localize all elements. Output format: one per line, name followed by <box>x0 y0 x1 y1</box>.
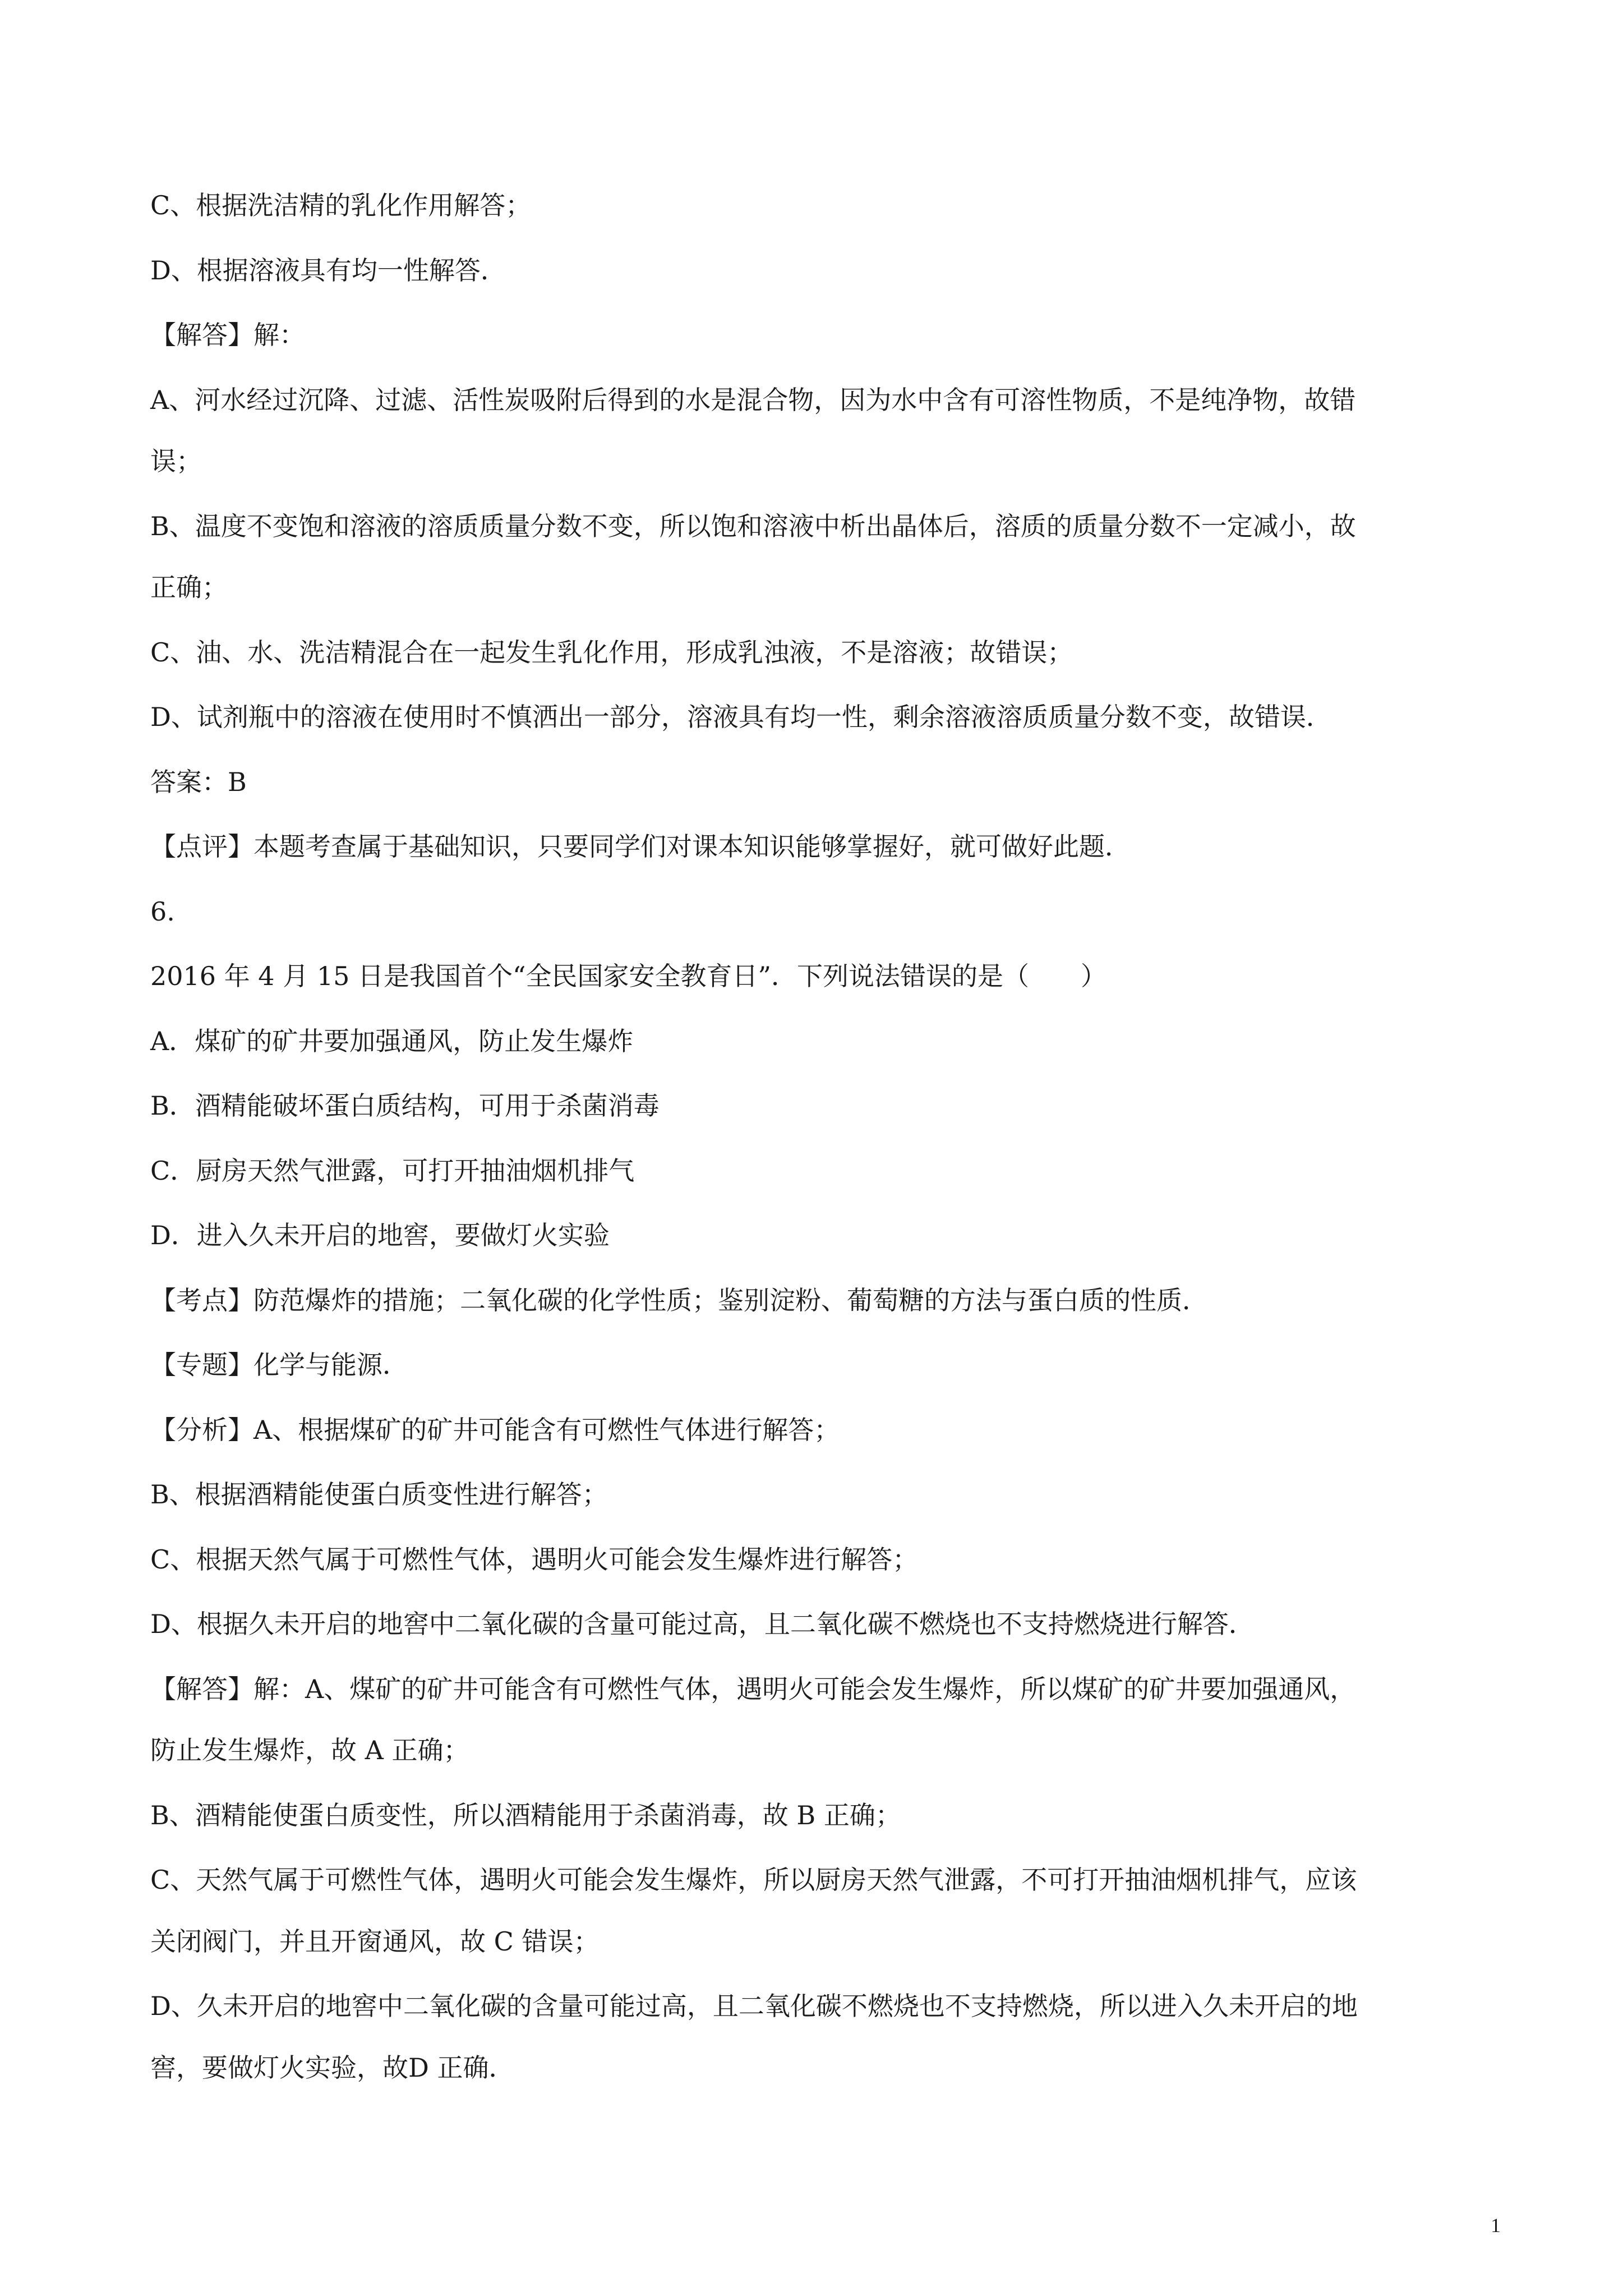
option-d: D．进入久未开启的地窖，要做灯火实验 <box>150 1220 610 1250</box>
text-line: C、根据洗洁精的乳化作用解答； <box>150 190 532 220</box>
text-line: 【解答】解： <box>150 320 305 350</box>
text-line: D、根据溶液具有均一性解答． <box>150 255 506 286</box>
text-line: 【分析】A、根据煤矿的矿井可能含有可燃性气体进行解答； <box>150 1414 840 1445</box>
text-line: C、根据天然气属于可燃性气体，遇明火可能会发生爆炸进行解答； <box>150 1544 919 1575</box>
text-line: D、根据久未开启的地窖中二氧化碳的含量可能过高，且二氧化碳不燃烧也不支持燃烧进行解答． <box>150 1609 1255 1639</box>
text-line: C、油、水、洗洁精混合在一起发生乳化作用，形成乳浊液，不是溶液；故错误； <box>150 637 1073 668</box>
text-line: B、温度不变饱和溶液的溶质质量分数不变，所以饱和溶液中析出晶体后，溶质的质量分数不一定减小，故 <box>150 510 1356 541</box>
text-line: 窖，要做灯火实验，故D 正确． <box>150 2052 515 2083</box>
text-line: 【点评】本题考查属于基础知识，只要同学们对课本知识能够掌握好，就可做好此题． <box>150 831 1131 862</box>
answer-line: 答案：B <box>150 766 247 797</box>
text-line: C、天然气属于可燃性气体，遇明火可能会发生爆炸，所以厨房天然气泄露，不可打开抽油烟机排气，应该 <box>150 1865 1357 1895</box>
text-line: B、酒精能使蛋白质变性，所以酒精能用于杀菌消毒，故 B 正确； <box>150 1800 901 1830</box>
text-line: 【考点】防范爆炸的措施；二氧化碳的化学性质；鉴别淀粉、葡萄糖的方法与蛋白质的性质． <box>150 1285 1208 1315</box>
option-a: A．煤矿的矿井要加强通风，防止发生爆炸 <box>150 1025 634 1056</box>
text-line: 【解答】解：A、煤矿的矿井可能含有可燃性气体，遇明火可能会发生爆炸，所以煤矿的矿井要加强通风， <box>150 1673 1356 1704</box>
text-line: 误； <box>150 446 202 476</box>
page-body <box>150 190 1496 2084</box>
text-line: D、试剂瓶中的溶液在使用时不慎洒出一部分，溶液具有均一性，剩余溶液溶质质量分数不变，故错误． <box>150 702 1332 732</box>
question-number: 6. <box>150 896 175 927</box>
text-line: A、河水经过沉降、过滤、活性炭吸附后得到的水是混合物，因为水中含有可溶性物质，不是纯净物，故错 <box>150 384 1356 415</box>
text-line: 正确； <box>150 572 228 602</box>
text-line: B、根据酒精能使蛋白质变性进行解答； <box>150 1479 608 1510</box>
text-line: 防止发生爆炸，故 A 正确； <box>150 1735 469 1765</box>
text-line: D、久未开启的地窖中二氧化碳的含量可能过高，且二氧化碳不燃烧也不支持燃烧，所以进入久未开启的地 <box>150 1991 1358 2021</box>
text-line: 关闭阀门，并且开窗通风，故 C 错误； <box>150 1926 600 1957</box>
text-line: 【专题】化学与能源． <box>150 1350 408 1380</box>
page-number: 1 <box>1491 2214 1501 2237</box>
question-stem: 2016 年 4 月 15 日是我国首个“全民国家安全教育日”．下列说法错误的是（ ） <box>150 961 1107 991</box>
option-b: B．酒精能破坏蛋白质结构，可用于杀菌消毒 <box>150 1091 660 1121</box>
option-c: C．厨房天然气泄露，可打开抽油烟机排气 <box>150 1155 635 1186</box>
